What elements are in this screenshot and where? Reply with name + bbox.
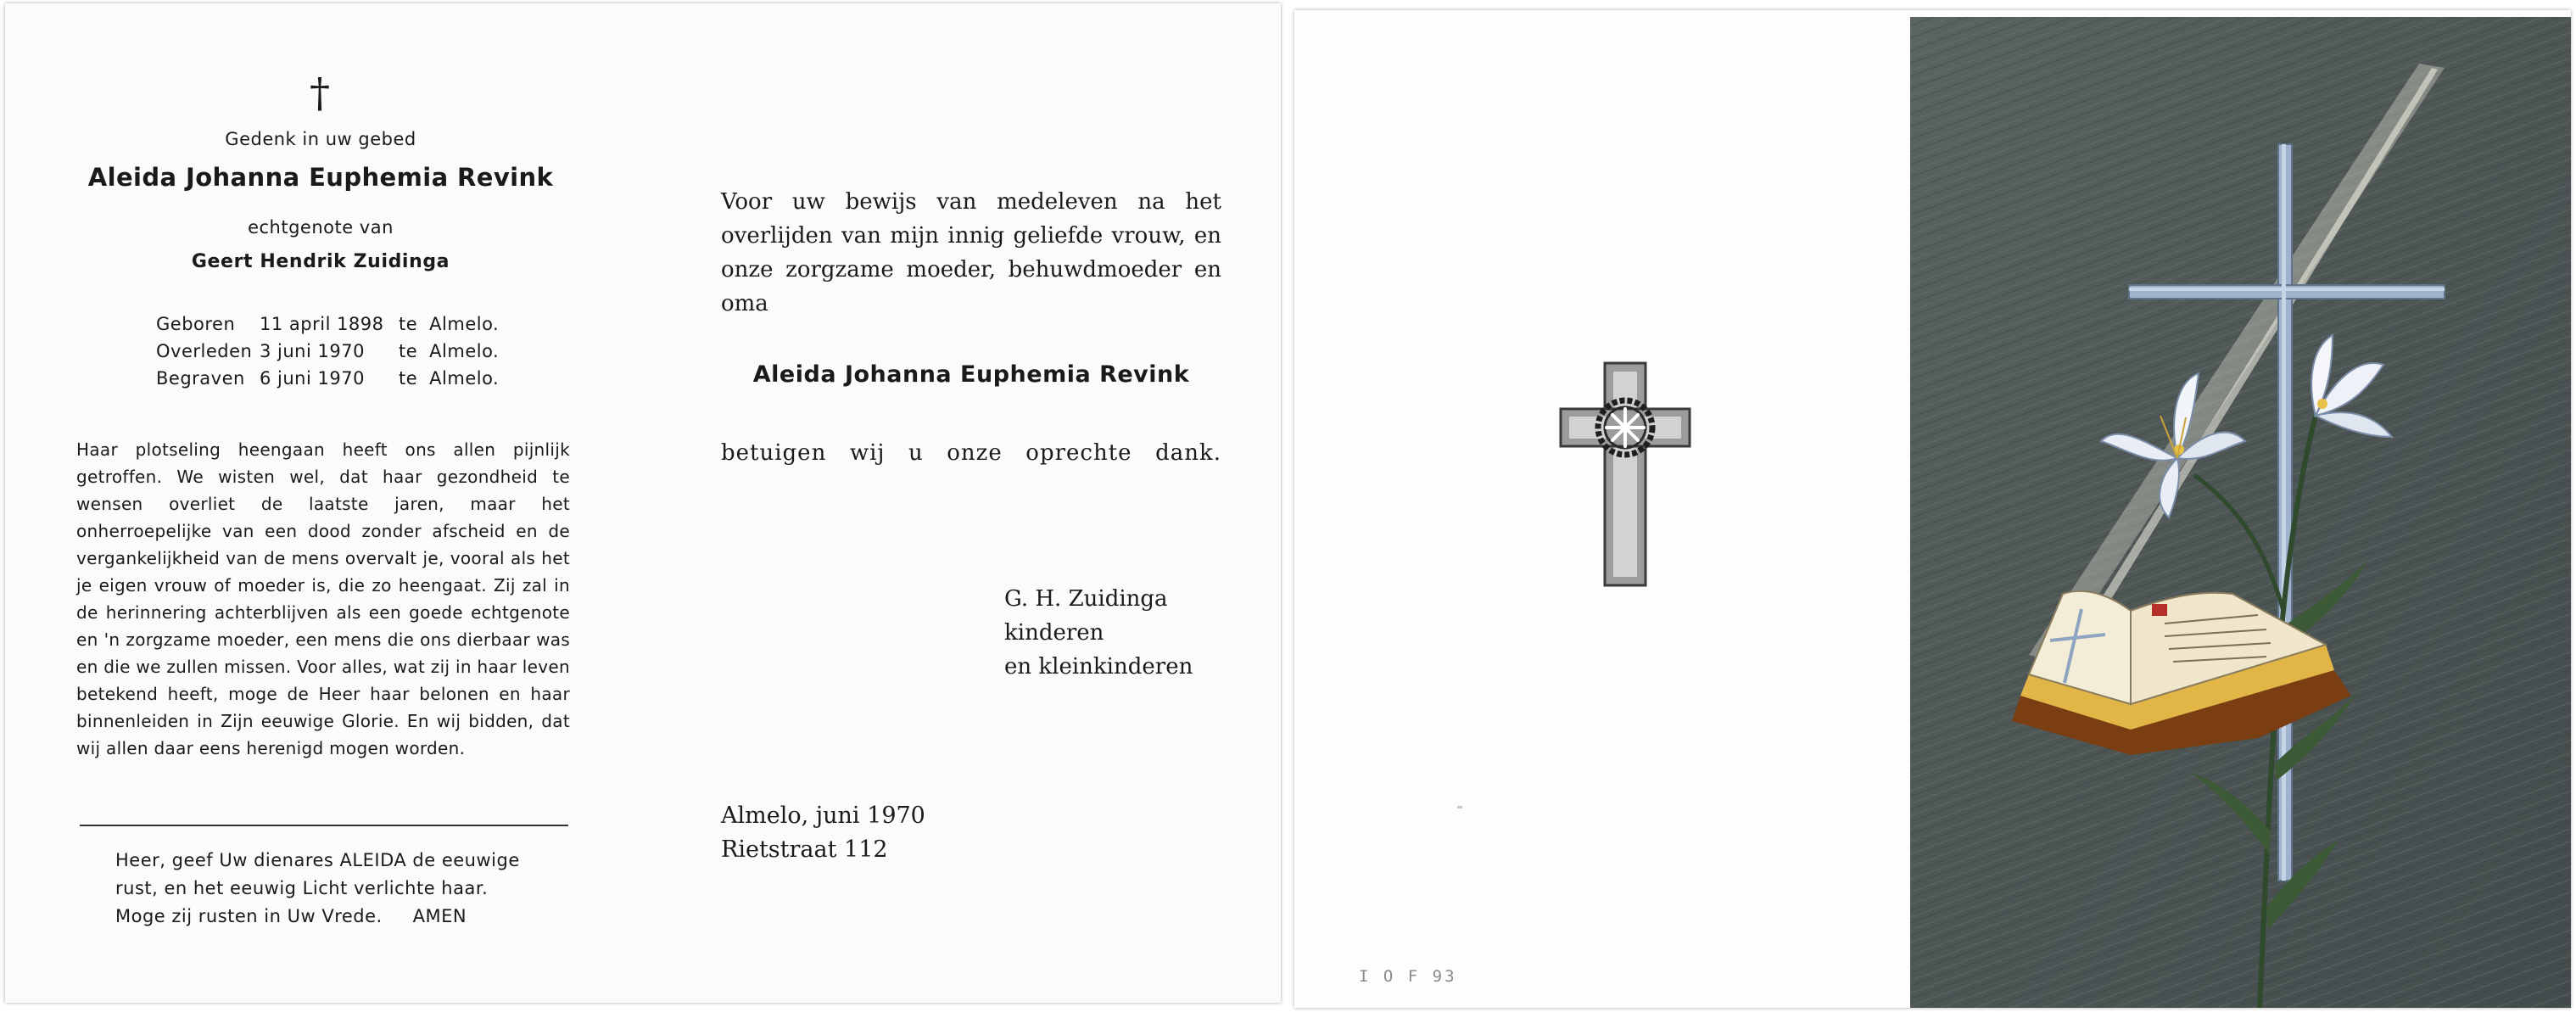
cross-lilies-bible-painting bbox=[1910, 17, 2571, 1008]
place-and-address bbox=[721, 799, 925, 867]
print-code: I O F 93 bbox=[1359, 967, 1457, 986]
life-dates bbox=[156, 310, 499, 392]
date-row-buried bbox=[156, 365, 499, 392]
date-value: 6 juni 1970 bbox=[260, 368, 365, 389]
deceased-name: Aleida Johanna Euphemia Revink bbox=[87, 163, 554, 192]
signers bbox=[1004, 582, 1193, 684]
signer-line: en kleinkinderen bbox=[1004, 654, 1193, 680]
prayer-line: rust, en het eeuwig Licht verlichte haar. bbox=[115, 878, 489, 898]
date-event: Overleden bbox=[156, 341, 253, 361]
paper-speck bbox=[1457, 806, 1462, 808]
cross-icon: † bbox=[310, 70, 330, 117]
date-place: Almelo. bbox=[429, 314, 500, 334]
date-value: 3 juni 1970 bbox=[260, 341, 365, 361]
memorial-card-cover bbox=[1294, 10, 2571, 1008]
date-te: te bbox=[399, 368, 418, 389]
date-event: Begraven bbox=[156, 368, 245, 389]
date-event: Geboren bbox=[156, 314, 236, 334]
place-date: Almelo, juni 1970 bbox=[721, 803, 925, 829]
date-place: Almelo. bbox=[429, 341, 500, 361]
thanks-closing: betuigen wij u onze oprechte dank. bbox=[721, 440, 1221, 466]
eulogy-text: Haar plotseling heengaan heeft ons allen pijnlijk getroffen. We wisten wel, dat haar gezondheid te wensen overliet de laatste jaren, maar het onherroepelijke van een dood zonder afscheid en de vergankelijkheid van de mens overvalt je, vooral als het je eigen vrouw of moeder is, die zo heengaat. Zij zal in de herinnering achterblijven als een goede echtgenote en 'n zorgzame moeder, een mens die ons dierbaar was en die we zullen missen. Voor alles, wat zij in haar leven betekend heeft, moge de Heer haar belonen en haar binnenleiden in Zijn eeuwige Glorie. En wij bidden, dat wij allen daar eens herenigd mogen worden. bbox=[76, 439, 570, 758]
relation-line: echtgenote van bbox=[248, 217, 394, 238]
address: Rietstraat 112 bbox=[721, 836, 888, 863]
date-te: te bbox=[399, 341, 418, 361]
opening-line: Gedenk in uw gebed bbox=[225, 129, 416, 149]
closing-prayer bbox=[115, 847, 556, 931]
date-row-died bbox=[156, 338, 499, 365]
thanks-deceased-name: Aleida Johanna Euphemia Revink bbox=[752, 361, 1190, 388]
signer-line: G. H. Zuidinga bbox=[1004, 586, 1168, 612]
date-te: te bbox=[399, 314, 418, 334]
ornamental-cross-icon bbox=[1557, 360, 1693, 589]
prayer-line: Heer, geef Uw dienares ALEIDA de eeuwige bbox=[115, 850, 520, 870]
thanks-intro: Voor uw bewijs van medeleven na het overlijden van mijn innig geliefde vrouw, en onze zorgzame moeder, behuwdmoeder en oma bbox=[721, 189, 1221, 316]
divider-line bbox=[80, 825, 568, 826]
signer-line: kinderen bbox=[1004, 620, 1104, 646]
date-row-born bbox=[156, 310, 499, 338]
memorial-card-inner bbox=[5, 3, 1281, 1003]
spouse-name: Geert Hendrik Zuidinga bbox=[191, 251, 450, 272]
date-place: Almelo. bbox=[429, 368, 500, 389]
date-value: 11 april 1898 bbox=[260, 314, 384, 334]
prayer-line: Moge zij rusten in Uw Vrede. AMEN bbox=[115, 906, 467, 926]
